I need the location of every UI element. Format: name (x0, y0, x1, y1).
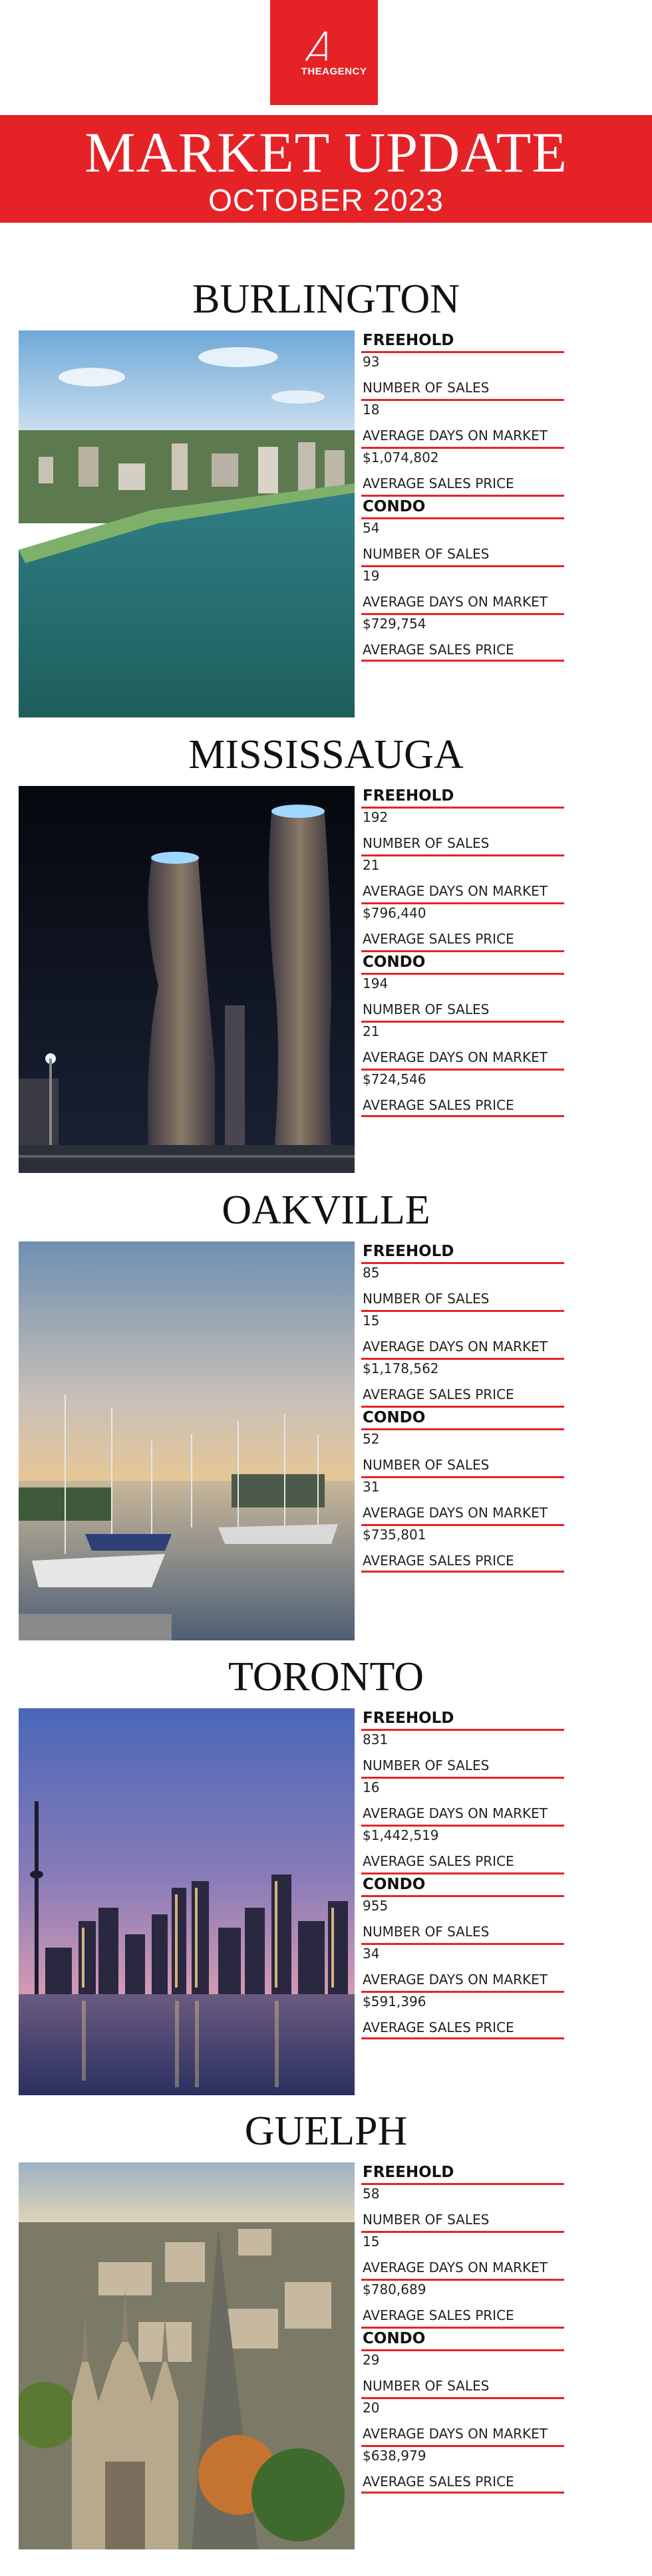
freehold-sales-value: 192 (363, 809, 389, 825)
freehold-sales-value: 93 (363, 354, 380, 370)
oakville-stats (361, 1241, 564, 1573)
condo-heading: CONDO (361, 1874, 564, 1897)
freehold-sales-label: NUMBER OF SALES (361, 372, 564, 401)
condo-days-value: 34 (363, 1946, 380, 1962)
condo-price-label: AVERAGE SALES PRICE (361, 2011, 564, 2039)
freehold-heading: FREEHOLD (361, 1708, 564, 1731)
condo-price-value: $735,801 (363, 1527, 426, 1543)
freehold-days-value: 21 (363, 857, 380, 873)
guelph-photo (19, 2162, 355, 2549)
condo-days-label: AVERAGE DAYS ON MARKET (361, 1041, 564, 1071)
freehold-price-label: AVERAGE SALES PRICE (361, 1378, 564, 1408)
freehold-heading: FREEHOLD (361, 2162, 564, 2185)
freehold-sales-label: NUMBER OF SALES (361, 1749, 564, 1779)
oakville-photo (19, 1241, 355, 1640)
toronto-stats (361, 1708, 564, 2039)
freehold-price-label: AVERAGE SALES PRICE (361, 1845, 564, 1874)
guelph-stats (361, 2162, 564, 2494)
market-update-banner (0, 115, 652, 223)
condo-heading: CONDO (361, 952, 564, 975)
condo-sales-value: 52 (363, 1431, 380, 1447)
freehold-days-label: AVERAGE DAYS ON MARKET (361, 1331, 564, 1360)
condo-price-label: AVERAGE SALES PRICE (361, 634, 564, 662)
condo-price-label: AVERAGE SALES PRICE (361, 1545, 564, 1573)
freehold-days-value: 18 (363, 402, 380, 418)
freehold-price-label: AVERAGE SALES PRICE (361, 467, 564, 497)
condo-sales-label: NUMBER OF SALES (361, 1916, 564, 1945)
city-title-guelph: GUELPH (244, 2109, 408, 2154)
condo-sales-label: NUMBER OF SALES (361, 1449, 564, 1478)
freehold-price-value: $1,178,562 (363, 1360, 439, 1376)
condo-sales-label: NUMBER OF SALES (361, 993, 564, 1023)
brand-name: THEAGENCY (301, 65, 367, 77)
freehold-sales-label: NUMBER OF SALES (361, 2204, 564, 2233)
condo-heading: CONDO (361, 497, 564, 519)
condo-days-value: 31 (363, 1479, 380, 1495)
city-title-burlington: BURLINGTON (192, 277, 460, 322)
freehold-sales-label: NUMBER OF SALES (361, 1283, 564, 1312)
condo-sales-value: 955 (363, 1898, 389, 1914)
freehold-sales-value: 58 (363, 2186, 380, 2202)
condo-sales-value: 194 (363, 975, 389, 991)
freehold-days-value: 15 (363, 2234, 380, 2250)
freehold-days-label: AVERAGE DAYS ON MARKET (361, 1797, 564, 1827)
condo-days-label: AVERAGE DAYS ON MARKET (361, 2418, 564, 2447)
freehold-price-value: $780,689 (363, 2281, 426, 2297)
city-title-toronto: TORONTO (228, 1654, 424, 1700)
condo-price-label: AVERAGE SALES PRICE (361, 2466, 564, 2494)
condo-price-value: $591,396 (363, 1994, 426, 2009)
condo-days-label: AVERAGE DAYS ON MARKET (361, 1497, 564, 1526)
burlington-stats (361, 330, 564, 662)
brand-logo (270, 0, 378, 105)
condo-price-value: $638,979 (363, 2448, 426, 2464)
condo-price-label: AVERAGE SALES PRICE (361, 1089, 564, 1117)
agency-a-icon (301, 29, 347, 67)
burlington-photo (19, 330, 355, 717)
toronto-photo (19, 1708, 355, 2095)
freehold-price-value: $1,442,519 (363, 1827, 439, 1843)
freehold-sales-value: 85 (363, 1265, 380, 1281)
condo-heading: CONDO (361, 2329, 564, 2351)
condo-days-label: AVERAGE DAYS ON MARKET (361, 586, 564, 615)
condo-sales-label: NUMBER OF SALES (361, 538, 564, 567)
condo-sales-value: 29 (363, 2352, 380, 2368)
freehold-price-label: AVERAGE SALES PRICE (361, 2299, 564, 2329)
condo-days-value: 21 (363, 1023, 380, 1039)
freehold-heading: FREEHOLD (361, 330, 564, 353)
condo-price-value: $729,754 (363, 616, 426, 632)
city-title-oakville: OAKVILLE (222, 1188, 430, 1233)
condo-days-value: 19 (363, 568, 380, 584)
condo-sales-label: NUMBER OF SALES (361, 2370, 564, 2399)
freehold-sales-value: 831 (363, 1732, 389, 1747)
mississauga-stats (361, 786, 564, 1117)
condo-sales-value: 54 (363, 520, 380, 536)
freehold-days-label: AVERAGE DAYS ON MARKET (361, 2252, 564, 2281)
city-title-mississauga: MISSISSAUGA (188, 732, 464, 777)
freehold-days-value: 15 (363, 1313, 380, 1329)
condo-price-value: $724,546 (363, 1071, 426, 1087)
freehold-heading: FREEHOLD (361, 1241, 564, 1264)
freehold-price-value: $796,440 (363, 905, 426, 921)
freehold-days-value: 16 (363, 1779, 380, 1795)
freehold-heading: FREEHOLD (361, 786, 564, 809)
banner-title: MARKET UPDATE (84, 120, 568, 184)
freehold-price-label: AVERAGE SALES PRICE (361, 923, 564, 952)
banner-subtitle: OCTOBER 2023 (208, 183, 444, 217)
freehold-sales-label: NUMBER OF SALES (361, 827, 564, 856)
condo-days-value: 20 (363, 2400, 380, 2416)
condo-heading: CONDO (361, 1408, 564, 1430)
freehold-days-label: AVERAGE DAYS ON MARKET (361, 875, 564, 904)
condo-days-label: AVERAGE DAYS ON MARKET (361, 1964, 564, 1993)
freehold-days-label: AVERAGE DAYS ON MARKET (361, 420, 564, 449)
freehold-price-value: $1,074,802 (363, 450, 439, 465)
mississauga-photo (19, 786, 355, 1173)
